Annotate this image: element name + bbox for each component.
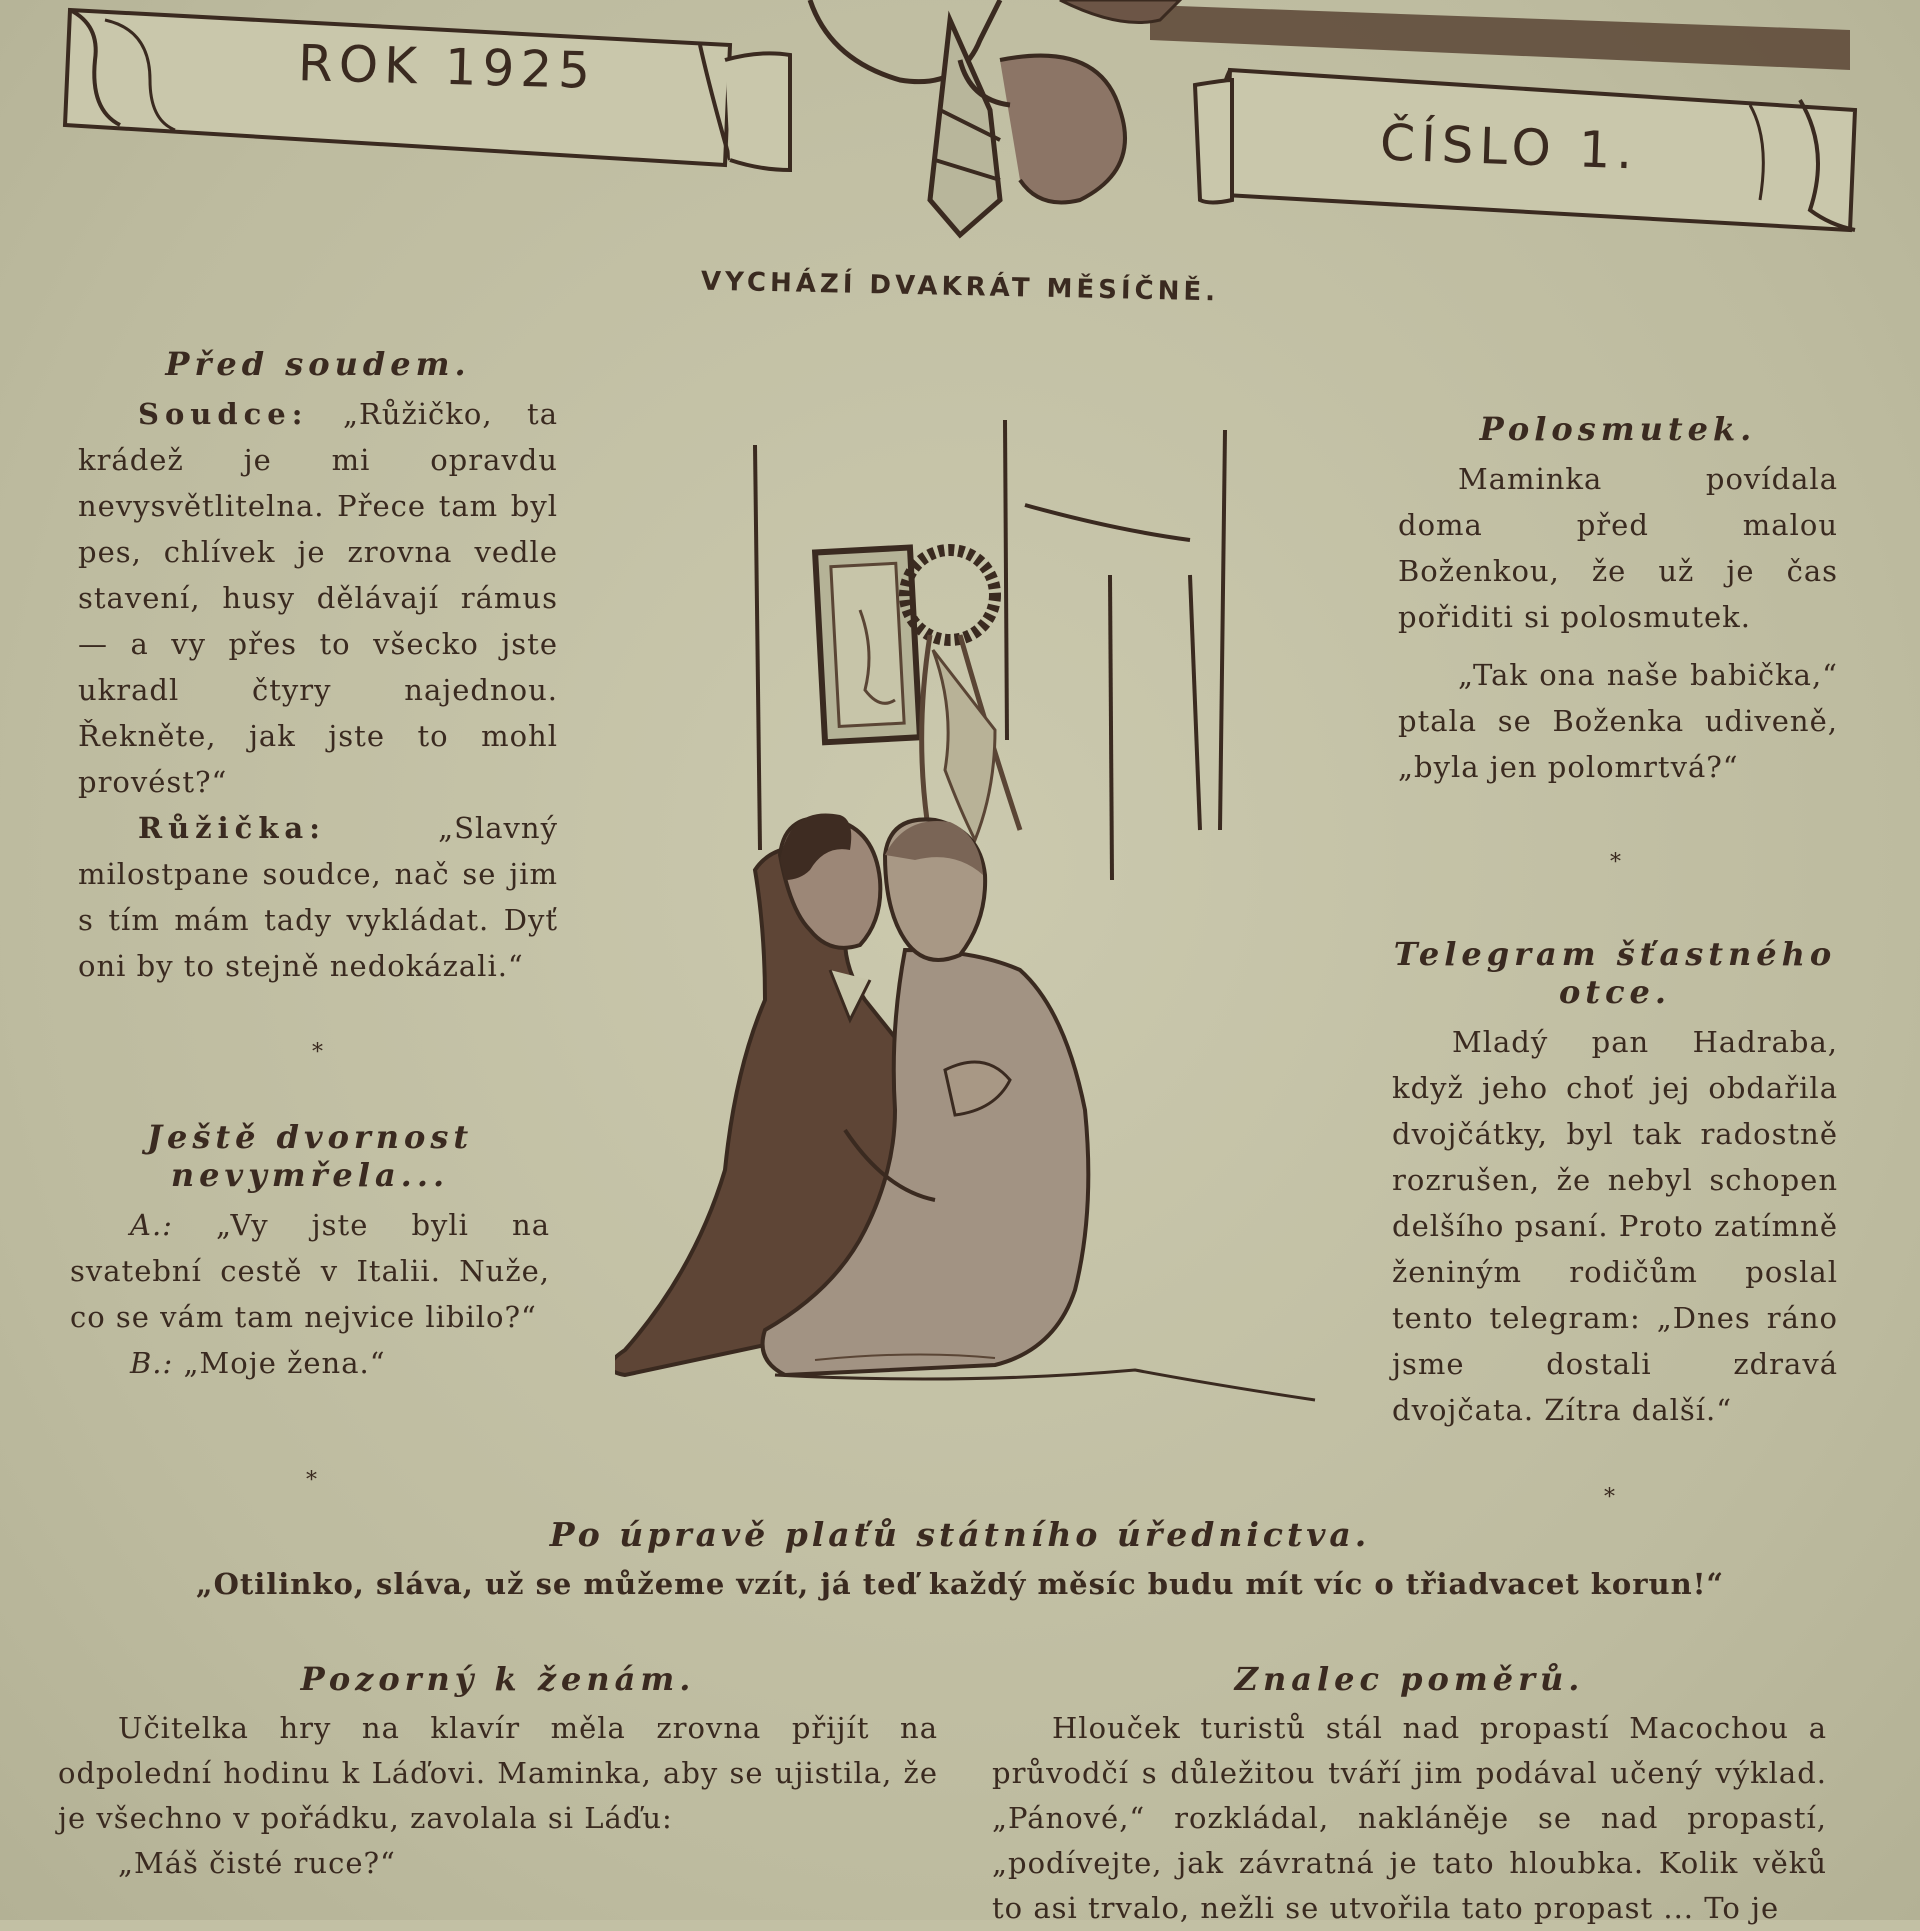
speaker-label: A.: (130, 1208, 173, 1242)
cartoon-caption-title: Po úpravě plaťů státního úřednictva. (549, 1515, 1371, 1554)
paragraph-text: „Vy jste byli na svatební cestě v Italii. Nuže, co se vám tam nejvice libilo?“ (70, 1208, 550, 1334)
separator-star: * (1604, 1485, 1615, 1510)
separator-star: * (312, 1040, 323, 1065)
issue-number: ČÍSLO 1. (1379, 113, 1640, 181)
separator-star: * (306, 1468, 317, 1493)
story-paragraph (70, 1202, 550, 1340)
story-title: Pozorný k ženám. (300, 1660, 696, 1698)
story-paragraph: „Tak ona naše babička,“ ptala se Boženka udiveně, „byla jen polomrtvá?“ (1398, 658, 1838, 784)
speaker-label: Soudce: (138, 397, 309, 431)
story-paragraph (78, 391, 558, 805)
story-paragraph: „Máš čisté ruce?“ (118, 1846, 396, 1880)
story-pred-soudem (78, 345, 558, 989)
story-znalec (992, 1660, 1827, 1931)
story-paragraph: Mladý pan Hadraba, když jeho choť jej obdařila dvojčátky, byl tak radostně rozrušen, že nebyl schopen delšího psaní. Proto zatímně ženiným rodičům poslal tento telegram: „Dnes ráno jsme dostali zdravá dvojčata. Zítra další.“ (1392, 1025, 1838, 1427)
story-dvornost (70, 1118, 550, 1386)
separator-star: * (1610, 850, 1621, 875)
story-paragraph: Maminka povídala doma před malou Boženkou, že už je čas pořiditi si polosmutek. (1398, 462, 1838, 634)
story-paragraph (78, 805, 558, 989)
story-title: Znalec poměrů. (1234, 1660, 1585, 1698)
publication-frequency: VYCHÁZÍ DVAKRÁT MĚSÍČNĚ. (700, 266, 1220, 308)
speaker-label: Růžička: (138, 811, 326, 845)
cartoon-caption-quote: „Otilinko, sláva, už se můžeme vzít, já teď každý měsíc budu mít víc o třiadvacet korun!“ (195, 1567, 1725, 1601)
story-title: Polosmutek. (1479, 410, 1757, 448)
cartoon-illustration (615, 410, 1335, 1460)
story-pozorny (58, 1660, 938, 1886)
story-telegram (1392, 935, 1838, 1433)
year-label: ROK 1925 (297, 34, 597, 100)
paragraph-text: „Růžičko, ta krádež je mi opravdu nevysvětlitelna. Přece tam byl pes, chlívek je zrovna vedle stavení, husy dělávají rámus — a vy přes to všecko jste ukradl čtyry najednou. Řekněte, jak jste to mohl provést?“ (78, 397, 558, 799)
story-paragraph (70, 1340, 550, 1386)
story-polosmutek (1398, 410, 1838, 790)
story-title: Před soudem. (165, 345, 471, 383)
story-paragraph: Hlouček turistů stál nad propastí Macochou a průvodčí s důležitou tváří jim podával učený výklad. „Pánové,“ rozkládal, nakláněje se nad propastí, „podívejte, jak závratná je tato hloubka. Kolik věků to asi trvalo, nežli se utvořila tato propast ... To je (992, 1711, 1827, 1925)
paragraph-text: „Slavný milostpane soudce, nač se jim s tím mám tady vykládat. Dyť oni by to stejně nedokázali.“ (78, 811, 558, 983)
masthead (0, 0, 1920, 250)
story-title: Telegram šťastného otce. (1393, 935, 1837, 1011)
speaker-label: B.: (130, 1346, 174, 1380)
paragraph-text: „Moje žena.“ (173, 1346, 386, 1380)
story-title: Ještě dvornost nevymřela... (146, 1118, 474, 1194)
story-paragraph: Učitelka hry na klavír měla zrovna přijít na odpolední hodinu k Láďovi. Maminka, aby se ujistila, že je všechno v pořádku, zavolala si Láďu: (58, 1711, 938, 1835)
